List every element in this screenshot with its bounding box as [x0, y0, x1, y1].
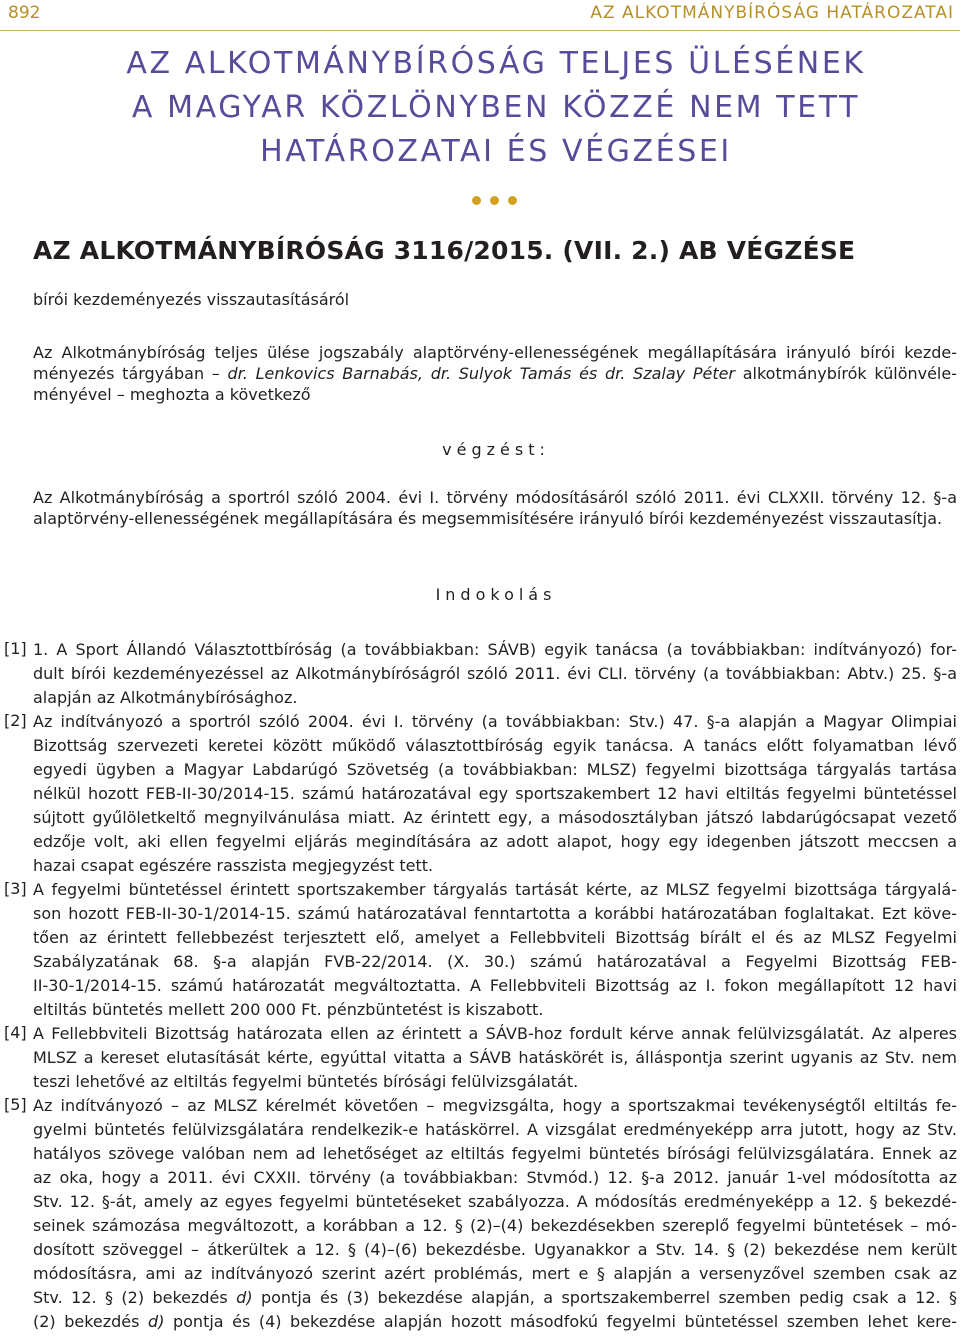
text-line: teszi lehetővé az eltiltás fegyelmi büntetés bírósági felülvizsgálatát. [33, 1072, 579, 1091]
main-title [0, 42, 960, 174]
paragraph-number: [5] [4, 1095, 27, 1114]
divider-dot [472, 196, 481, 205]
divider-dot [490, 196, 499, 205]
text-line: MLSZ a kereset elutasítását kérte, egyúttal vitatta a SÁVB hatáskörét is, álláspontja szerint ugyanis az Stv. nem [33, 1048, 957, 1067]
intro-text: ményezés tárgyában – [33, 364, 228, 383]
paragraph-3 [0, 878, 960, 1022]
text-line: Az indítványozó a sportról szóló 2004. évi I. törvény (a továbbiakban: Stv.) 47. §-a alapján a Magyar Olimpiai [33, 712, 957, 731]
text-line: A Fellebbviteli Bizottság határozata ellen az érintett a SÁVB-hoz fordult kérve annak felülvizsgálatát. Az alperes [33, 1024, 957, 1043]
text-line: eltiltás büntetés mellett 200 000 Ft. pénzbüntetést is kiszabott. [33, 1000, 544, 1019]
judges-names: dr. Lenkovics Barnabás, dr. Sulyok Tamás és dr. Szalay Péter [227, 364, 736, 383]
text-line: módosításra, ami az indítványozó szerint azért problémás, mert e § alapján a versenyzővel szemben csak az [33, 1264, 957, 1283]
text-line: hatályos szövege valóban nem ad lehetőséget az eltiltás fegyelmi büntetés bírósági felülvizsgálatára. Ennek az [33, 1144, 957, 1163]
paragraph-2 [0, 710, 960, 878]
intro-text: alkotmánybírók különvéle- [735, 364, 957, 383]
text-line: nélkül hozott FEB-II-30/2014-15. számú határozatával egy sportszakembert 12 havi eltiltás fegyelmi büntetéssel [33, 784, 957, 803]
paragraph-text [33, 1094, 957, 1334]
intro-line: ményével – meghozta a következő [33, 385, 311, 404]
section-divider-dots [472, 190, 532, 202]
operative-line: alaptörvény-ellenességének megállapítására és megsemmisítésére irányuló bírói kezdeményezést visszautasítja. [33, 509, 943, 528]
text-line: Stv. 12. §-át, amely az egyes fegyelmi büntetéseket szabályozza. A módosítás eredményeképp a 12. § bekezdé- [33, 1192, 957, 1211]
main-title-line-1: AZ ALKOTMÁNYBÍRÓSÁG TELJES ÜLÉSÉNEK [126, 46, 866, 81]
paragraph-number: [3] [4, 879, 27, 898]
text-line: Stv. 12. § (2) bekezdés d) pontja és (3) bekezdése alapján, a sportszakemberrel szemben pedig csak a 12. § [33, 1288, 957, 1307]
text-line: Bizottság szervezeti keretei között működő választottbíróság egyik tanácsa. A tanács előtt folyamatban lévő [33, 736, 957, 755]
point-reference: d) [236, 1288, 253, 1307]
decision-subtitle: bírói kezdeményezés visszautasításáról [33, 290, 350, 309]
operative-part [33, 487, 957, 529]
operative-line: Az Alkotmánybíróság a sportról szóló 2004. évi I. törvény módosításáról szóló 2011. évi CLXXII. törvény 12. §-a [33, 488, 957, 507]
text-line: sújtott gyűlöletkeltő megnyilvánulása miatt. Az érintett egy, a másodosztályban játszó labdarúgócsapat vezető [33, 808, 957, 827]
paragraph-text [33, 1022, 957, 1094]
header-rule [0, 30, 960, 31]
paragraph-number: [1] [4, 639, 27, 658]
text-line: tően az érintett fellebbezést terjesztett elő, amelyet a Fellebbviteli Bizottság bírált el és az MLSZ Fegyelmi [33, 928, 957, 947]
page-number: 892 [8, 3, 41, 23]
paragraph-text [33, 710, 957, 878]
indokolas-heading: Indokolás [435, 585, 557, 604]
paragraph-number: [2] [4, 711, 27, 730]
text-line: az oka, hogy a 2011. évi CXXII. törvény (a továbbiakban: Stvmód.) 12. §-a 2012. január 1-vel módosította az [33, 1168, 957, 1187]
decision-title: AZ ALKOTMÁNYBÍRÓSÁG 3116/2015. (VII. 2.) AB VÉGZÉSE [33, 236, 856, 265]
text-line: A fegyelmi büntetéssel érintett sportszakember tárgyalás tartását kérte, az MLSZ fegyelmi bizottsága tárgyalá- [33, 880, 957, 899]
paragraph-number: [4] [4, 1023, 27, 1042]
text-line: alapján az Alkotmánybírósághoz. [33, 688, 298, 707]
text-line: seinek számozása megváltozott, a korábban a 12. § (2)–(4) bekezdésekben szereplő fegyelmi büntetések – mó- [33, 1216, 957, 1235]
text-line: gyelmi büntetés felülvizsgálatára rendelkezik-e hatáskörrel. A vizsgálat eredményeképp arra jutott, hogy az Stv. [33, 1120, 957, 1139]
text-line: Az indítványozó – az MLSZ kérelmét követően – megvizsgálta, hogy a sportszakmai tevékenységtől eltiltás fe- [33, 1096, 957, 1115]
text-line: dult bírói kezdeményezéssel az Alkotmánybíróságról szóló 2011. évi CLI. törvény (a továbbiakban: Abtv.) 25. §-a [33, 664, 957, 683]
page-header [0, 0, 960, 26]
text-line: son hozott FEB-II-30-1/2014-15. számú határozatával fenntartotta a korábbi határozatában foglaltakat. Ezt köve- [33, 904, 957, 923]
point-reference: d) [148, 1312, 165, 1331]
paragraph-1 [0, 638, 960, 710]
text-line: edzője volt, aki ellen fegyelmi eljárás megindítására az adott alapot, hogy egy idegenben játszott meccsen a [33, 832, 957, 851]
text-line: 1. A Sport Állandó Választottbíróság (a továbbiakban: SÁVB) egyik tanácsa (a továbbiakban: indítványozó) for- [33, 640, 957, 659]
text-line: Szabályzatának 68. §-a alapján FVB-22/2014. (X. 30.) számú határozatával a Fegyelmi Bizottság FEB- [33, 952, 957, 971]
text-line: dosított szöveggel – átkerültek a 12. § (4)–(6) bekezdésbe. Ugyanakkor a Stv. 14. § (2) bekezdése nem került [33, 1240, 957, 1259]
paragraph-text [33, 878, 957, 1022]
running-title: AZ ALKOTMÁNYBÍRÓSÁG HATÁROZATAI [590, 3, 954, 23]
text-line: II-30-1/2014-15. számú határozatát megváltoztatta. A Fellebbviteli Bizottság az I. fokon megállapított 12 havi [33, 976, 957, 995]
text-line: (2) bekezdés d) pontja és (4) bekezdése alapján hozott másodfokú fegyelmi büntetéssel szemben lehet kere- [33, 1312, 957, 1331]
main-title-line-2: A MAGYAR KÖZLÖNYBEN KÖZZÉ NEM TETT [131, 90, 861, 125]
paragraph-5 [0, 1094, 960, 1334]
divider-dot [508, 196, 517, 205]
vegzest-heading: végzést: [442, 440, 550, 459]
text-line: egyedi ügyben a Magyar Labdarúgó Szövetség (a továbbiakban: MLSZ) fegyelmi bizottsága tárgyalás tartása [33, 760, 957, 779]
main-title-line-3: HATÁROZATAI ÉS VÉGZÉSEI [260, 134, 732, 169]
text-line: hazai csapat egészére rasszista megjegyzést tett. [33, 856, 434, 875]
intro-line-2 [33, 363, 957, 384]
intro-paragraph [33, 342, 957, 405]
intro-line: Az Alkotmánybíróság teljes ülése jogszabály alaptörvény-ellenességének megállapítására irányuló bírói kezde- [33, 343, 957, 362]
paragraph-text [33, 638, 957, 710]
reasoning-paragraphs [0, 638, 960, 1334]
paragraph-4 [0, 1022, 960, 1094]
